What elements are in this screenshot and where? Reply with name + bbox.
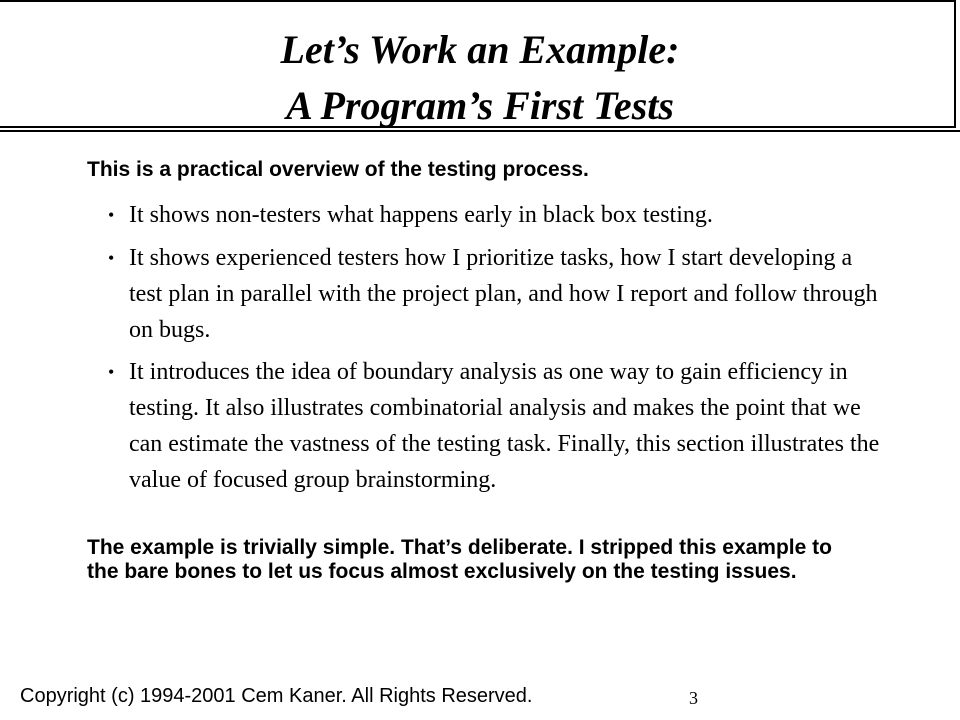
- bullet-item: [108, 240, 888, 348]
- page-number: 3: [689, 688, 698, 708]
- slide-title-line-2: A Program’s First Tests: [286, 83, 674, 128]
- slide-title-line-1: Let’s Work an Example:: [280, 27, 680, 72]
- bullet-text: It shows experienced testers how I prioritize tasks, how I start developing a test plan in parallel with the project plan, and how I report and follow through on bugs.: [129, 245, 878, 343]
- bullet-text: It shows non-testers what happens early in black box testing.: [129, 202, 713, 228]
- closing-text: The example is trivially simple. That’s deliberate. I stripped this example to the bare bones to let us focus almost exclusively on the testing issues.: [87, 536, 832, 583]
- bullet-item: [108, 197, 888, 233]
- bullet-text: It introduces the idea of boundary analysis as one way to gain efficiency in testing. It also illustrates combinatorial analysis and makes the point that we can estimate the vastness of the testing task. Finally, this section illustrates the value of focused group brainstorming.: [129, 359, 880, 493]
- intro-text: This is a practical overview of the testing process.: [87, 158, 589, 181]
- bullet-item: [108, 354, 888, 498]
- bullet-dot-icon: •: [108, 205, 115, 225]
- bullet-dot-icon: •: [108, 362, 115, 382]
- bullet-dot-icon: •: [108, 248, 115, 268]
- copyright-notice: Copyright (c) 1994-2001 Cem Kaner. All Rights Reserved.: [20, 685, 533, 707]
- title-underline: [0, 130, 960, 132]
